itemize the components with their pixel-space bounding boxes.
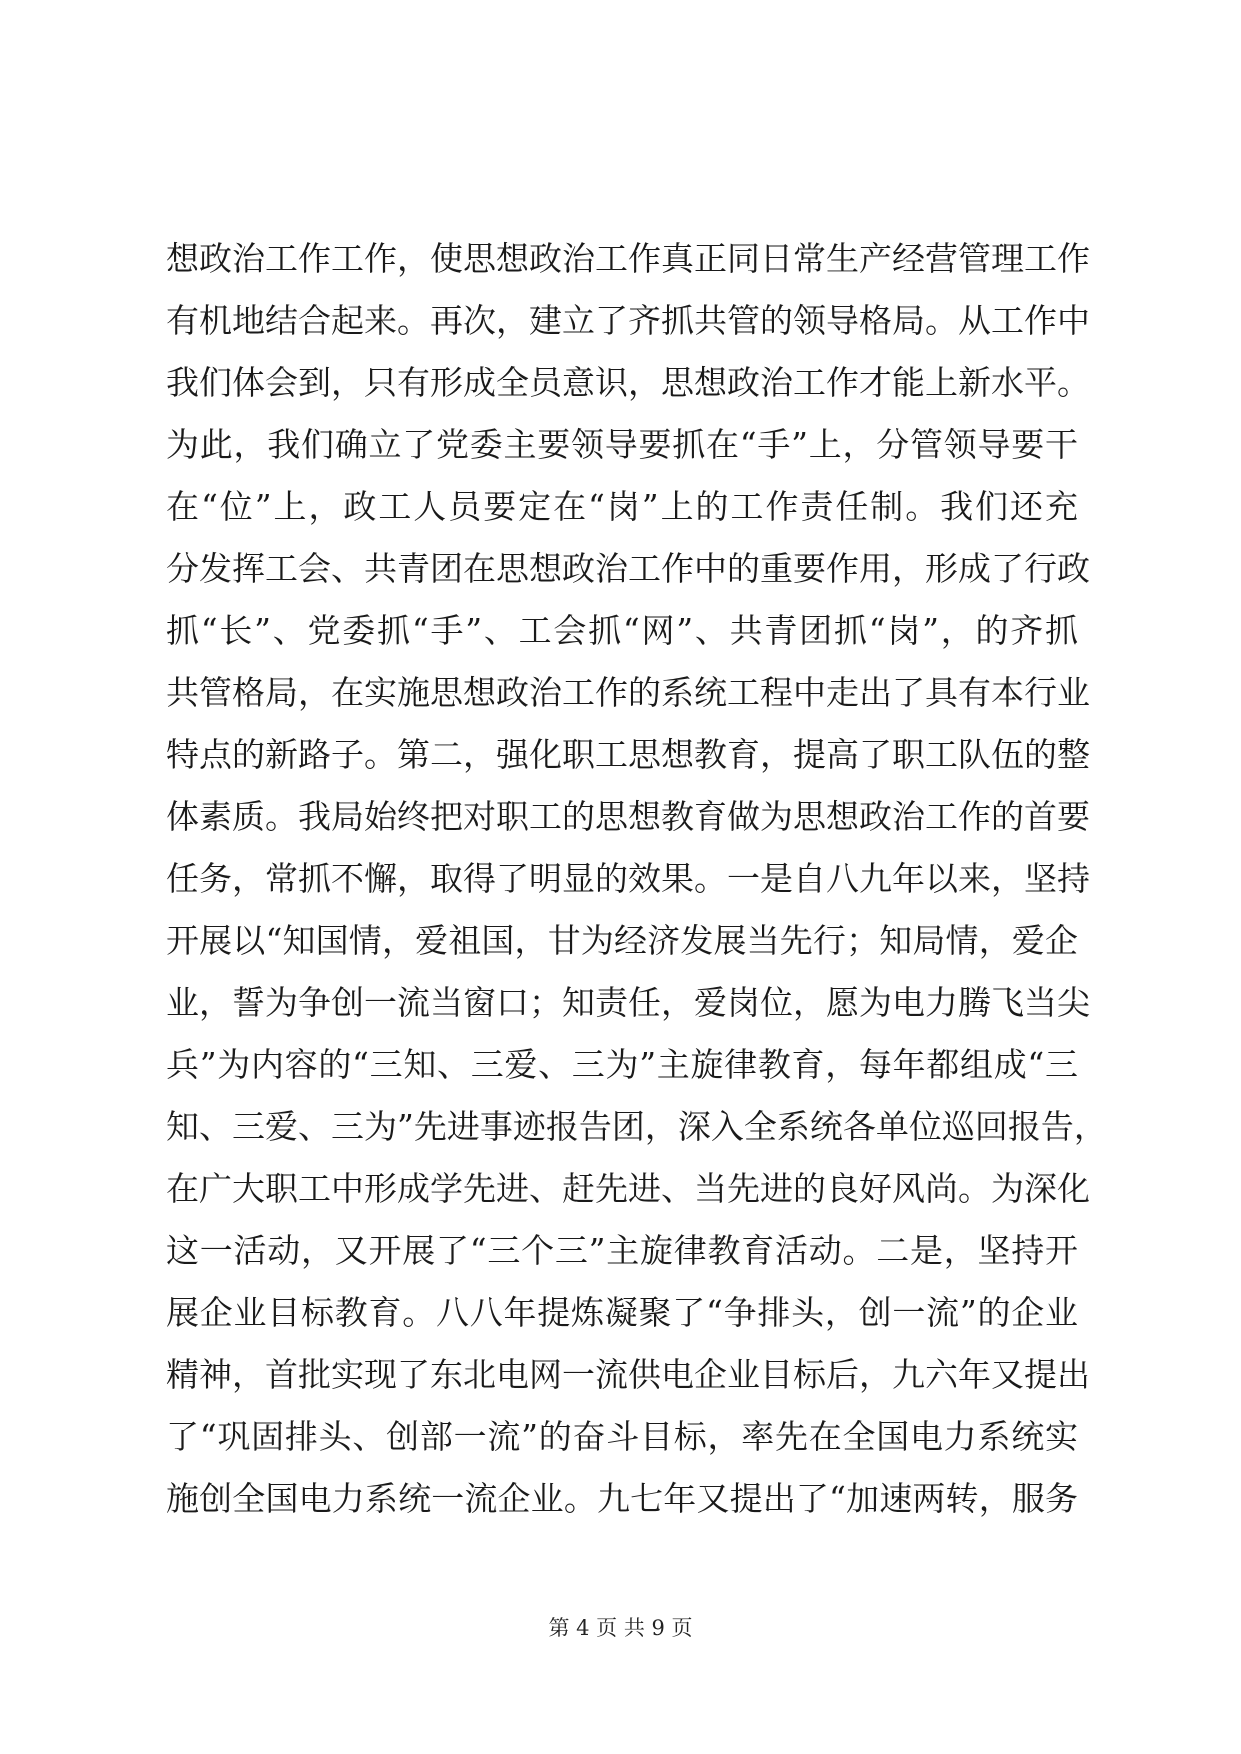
text-line: 开展以“知国情，爱祖国，甘为经济发展当先行；知局情，爱企 [166,921,1078,960]
page-footer: 第 4 页 共 9 页 [548,1616,693,1640]
text-line: 想政治工作工作，使思想政治工作真正同日常生产经营管理工作 [166,239,1090,278]
text-line: 共管格局，在实施思想政治工作的系统工程中走出了具有本行业 [166,673,1090,712]
text-line: 了“巩固排头、创部一流”的奋斗目标，率先在全国电力系统实 [166,1417,1078,1456]
text-line: 在广大职工中形成学先进、赶先进、当先进的良好风尚。为深化 [166,1169,1090,1208]
text-line: 抓“长”、党委抓“手”、工会抓“网”、共青团抓“岗”，的齐抓 [166,611,1078,650]
text-line: 施创全国电力系统一流企业。九七年又提出了“加速两转，服务 [166,1479,1078,1518]
text-line: 知、三爱、三为”先进事迹报告团，深入全系统各单位巡回报告， [166,1107,1107,1146]
body-text [166,228,1107,1530]
text-line: 展企业目标教育。八八年提炼凝聚了“争排头，创一流”的企业 [166,1293,1078,1332]
text-line: 在“位”上，政工人员要定在“岗”上的工作责任制。我们还充 [166,487,1078,526]
text-line: 体素质。我局始终把对职工的思想教育做为思想政治工作的首要 [166,797,1090,836]
text-line: 为此，我们确立了党委主要领导要抓在“手”上，分管领导要干 [166,425,1078,464]
text-line: 精神，首批实现了东北电网一流供电企业目标后，九六年又提出 [166,1355,1090,1394]
text-line: 业，誓为争创一流当窗口；知责任，爱岗位，愿为电力腾飞当尖 [166,983,1090,1022]
text-line: 有机地结合起来。再次，建立了齐抓共管的领导格局。从工作中 [166,301,1090,340]
text-line: 分发挥工会、共青团在思想政治工作中的重要作用，形成了行政 [166,549,1090,588]
text-line: 任务，常抓不懈，取得了明显的效果。一是自八九年以来，坚持 [166,859,1090,898]
text-line: 我们体会到，只有形成全员意识，思想政治工作才能上新水平。 [166,363,1090,402]
text-line: 这一活动，又开展了“三个三”主旋律教育活动。二是，坚持开 [166,1231,1078,1270]
text-line: 特点的新路子。第二，强化职工思想教育，提高了职工队伍的整 [166,735,1090,774]
text-line: 兵”为内容的“三知、三爱、三为”主旋律教育，每年都组成“三 [166,1045,1078,1084]
